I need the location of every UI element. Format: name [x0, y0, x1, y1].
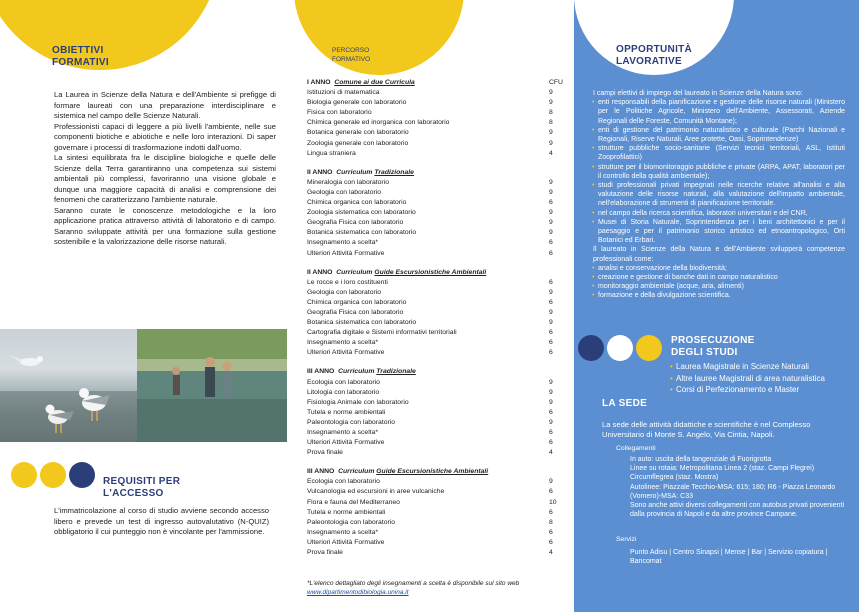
list-item: Sono anche attivi diversi collegamenti con autobus privati provenienti dalla provincia di Napoli e da altre province Campane. [630, 502, 845, 519]
subject-name: Insegnamento a scelta* [307, 528, 379, 536]
requisiti-text: L'immatricolazione al corso di studio avviene secondo accesso libero e prevede un test di ingresso autovalutativo (N-QUIZ) obbligatorio il cui punteggio non è vincolante per l'ammissione. [54, 506, 269, 536]
list-item: • studi professionali privati impegnati nelle ricerche relative all'analisi e alla valutazione delle risorse naturali, alla valutazione dell'impatto ambientale, nell'elaborazione di strumenti di pianificazione territoriale. [593, 181, 845, 209]
subject-cfu: 9 [549, 99, 553, 107]
subject-name: Chimica organica con laboratorio [307, 298, 407, 306]
subject-name: Paleontologia con laboratorio [307, 418, 396, 426]
year-heading [307, 168, 569, 178]
subject-cfu: 9 [549, 178, 553, 186]
subject-row [307, 278, 569, 288]
subject-cfu: 8 [549, 119, 553, 127]
subject-name: Prova finale [307, 449, 343, 457]
subject-name: Geografia Fisica con laboratorio [307, 219, 404, 227]
list-item: • enti di gestione del patrimonio naturalistico e culturale (Parchi Nazionali e Regionali, Riserve Naturali, Aree protette, Oasi, Soprintendenze) [593, 126, 845, 144]
subject-cfu: 6 [549, 408, 553, 416]
obiettivi-title-line2: FORMATIVI [52, 57, 109, 68]
subject-name: Ulteriori Attività Formative [307, 249, 385, 257]
year-heading [307, 268, 569, 278]
subject-cfu: 6 [549, 429, 553, 436]
subject-row [307, 508, 569, 518]
list-item: • Musei di Storia Naturale, Soprintendenza per i beni architettonici e per il paesaggio e per il patrimonio storico artistico ed etnoantropologico, Orti Botanici ed Erbari. [593, 218, 845, 246]
subject-cfu: 10 [549, 498, 557, 506]
list-item: Autolinee: Piazzale Tecchio-MSA: 615; 180; R6 - Piazza Leonardo (Vomero)-MSA: C33 [630, 483, 836, 500]
subject-cfu: 8 [549, 109, 553, 117]
year-heading-text [307, 78, 415, 88]
subject-row [307, 448, 569, 458]
navy-dot [578, 335, 604, 361]
list-item: • Corsi di Perfezionamento e Master [671, 384, 851, 396]
subject-cfu: 9 [549, 229, 553, 237]
subject-name: Chimica generale ed inorganica con laboratorio [307, 119, 450, 127]
subject-cfu: 9 [549, 378, 553, 386]
subject-cfu: 9 [549, 398, 553, 406]
cfu-column-header: CFU [549, 79, 563, 86]
subject-row [307, 249, 569, 259]
subject-name: Zoologia sistematica con laboratorio [307, 209, 416, 217]
subject-cfu: 9 [549, 219, 553, 227]
subject-cfu: 8 [549, 518, 553, 526]
subject-cfu: 9 [549, 139, 553, 147]
decorative-dots [11, 462, 95, 488]
curriculum-name: Tradizionale [376, 368, 416, 376]
year-block [307, 168, 569, 259]
subject-name: Insegnamento a scelta* [307, 239, 379, 247]
year-heading [307, 78, 569, 88]
subject-row [307, 238, 569, 248]
year-heading-text [307, 467, 488, 477]
subject-name: Insegnamento a scelta* [307, 339, 379, 347]
navy-dot [69, 462, 95, 488]
list-item: • Altre lauree Magistrali di area naturalistica [671, 373, 851, 385]
year-label: I ANNO [307, 79, 331, 86]
subject-cfu: 6 [549, 249, 553, 257]
list-item: • creazione e gestione di banche dati in campo naturalistico [593, 273, 845, 282]
opportunita-heading [616, 44, 692, 68]
subject-row [307, 318, 569, 328]
subject-name: Biologia generale con laboratorio [307, 99, 407, 107]
subject-row [307, 408, 569, 418]
subject-name: Ulteriori Attività Formative [307, 349, 385, 357]
year-block [307, 367, 569, 458]
list-item: • analisi e conservazione della biodiversità; [593, 264, 845, 273]
year-heading [307, 467, 569, 477]
subject-cfu: 6 [549, 538, 553, 546]
subject-cfu: 9 [549, 288, 553, 296]
subject-cfu: 6 [549, 298, 553, 306]
year-heading-text [307, 268, 486, 278]
subject-row [307, 108, 569, 118]
subject-row [307, 338, 569, 348]
subject-cfu: 9 [549, 478, 553, 486]
subject-cfu: 6 [549, 329, 553, 337]
subject-cfu: 6 [549, 439, 553, 447]
sede-text: La sede delle attività didattiche e scientifiche è nel Complesso Universitario di Monte S. Angelo, Via Cintia, Napoli. [602, 420, 811, 439]
subject-cfu: 9 [549, 209, 553, 217]
photo-seagulls [0, 329, 137, 442]
list-item: • strutture pubbliche socio-sanitarie (Servizi tecnici territoriali, ASL, Istituti Zooprofilattici) [593, 144, 845, 162]
year-heading [307, 367, 569, 377]
subject-row [307, 528, 569, 538]
subject-name: Cartografia digitale e Sistemi informativi territoriali [307, 329, 457, 337]
list-item: • strutture per il biomonitoraggio pubbliche e private (ARPA, APAT, laboratori per il controllo della qualità ambientale); [593, 163, 845, 181]
subject-row [307, 218, 569, 228]
subject-name: Geologia con laboratorio [307, 188, 382, 196]
subject-name: Geologia con laboratorio [307, 288, 382, 296]
curriculum-label: Curriculum [336, 168, 373, 176]
curriculum-name: Guide Escursionistiche Ambientali [374, 268, 487, 276]
decorative-dots [578, 335, 662, 361]
subject-name: Fisica con laboratorio [307, 109, 372, 117]
note-text: *L'elenco dettagliato degli insegnamenti a scelta è disponibile sul sito web [307, 580, 520, 587]
yellow-dot [636, 335, 662, 361]
subject-name: Ecologia con laboratorio [307, 378, 380, 386]
year-block [307, 467, 569, 558]
prosecuzione-title-line1: PROSECUZIONE [671, 335, 755, 346]
list-item: Linee su rotaia: Metropolitana Linea 2 (staz. Campi Flegrei) Circumflegrea (staz. Mostra) [630, 465, 815, 482]
subject-row [307, 518, 569, 528]
year-block [307, 268, 569, 359]
year-heading-text [307, 168, 414, 178]
percorso-title-line1: PERCORSO [332, 47, 370, 54]
department-website-link[interactable]: www.dipartimentodibiologia.unina.it [307, 589, 409, 596]
subject-name: Fisiologia Animale con laboratorio [307, 398, 409, 406]
subject-row [307, 388, 569, 398]
subject-cfu: 4 [549, 549, 553, 557]
obiettivi-heading [52, 45, 109, 69]
sede-heading: LA SEDE [602, 398, 648, 409]
opportunita-title-line1: OPPORTUNITÀ [616, 44, 693, 55]
cfu-column-spacer [549, 168, 569, 178]
subject-name: Paleontologia con laboratorio [307, 518, 396, 526]
cfu-column-spacer [549, 367, 569, 377]
year-label: II ANNO [307, 268, 333, 276]
year-label: II ANNO [307, 168, 333, 176]
field-work-illustration [137, 329, 287, 442]
decorative-yellow-circle [0, 0, 220, 70]
list-item: • Laurea Magistrale in Scienze Naturali [671, 361, 851, 373]
curriculum-label: Curriculum [336, 268, 373, 276]
subject-name: Botanica sistematica con laboratorio [307, 319, 417, 327]
collegamenti-list [630, 455, 845, 519]
subject-name: Vulcanologia ed escursioni in aree vulcaniche [307, 488, 445, 496]
year-heading-text [307, 367, 416, 377]
subject-name: Mineralogia con laboratorio [307, 178, 389, 186]
subject-row [307, 118, 569, 128]
obiettivi-paragraph: Professionisti capaci di leggere a più livelli l'ambiente, nelle sue componenti biotiche e abiotiche e nelle loro interazioni. Di saper governare i processi di trasformazione indotti dall'uomo. [54, 121, 276, 152]
collegamenti-heading: Collegamenti [616, 445, 656, 452]
obiettivi-paragraph: La sintesi equilibrata fra le discipline biologiche e quelle delle Scienze della Terra garantiranno una competenza sui sistemi ambientali più complessi, favoriranno una visione globale e dunque una maggiore capacità di analisi e comprensione dei fenomeni che caratterizzano l'ambiente naturale. [54, 153, 276, 204]
subject-row [307, 98, 569, 108]
curriculum-name: Guide Escursionistiche Ambientali [376, 468, 489, 476]
subject-cfu: 6 [549, 278, 553, 286]
subject-row [307, 548, 569, 558]
subject-row [307, 498, 569, 508]
subject-cfu: 4 [549, 149, 553, 157]
competenze-intro: Il laureato in Scienze della Natura e dell'Ambiente svilupperà competenze professionali come: [593, 246, 845, 263]
subject-row [307, 477, 569, 487]
subject-row [307, 149, 569, 159]
obiettivi-paragraph: La Laurea in Scienze della Natura e dell'Ambiente si prefigge di formare laureati con una preparazione interdisciplinare e sistemica nel campo delle Scienze Naturali. [54, 90, 276, 120]
subject-row [307, 348, 569, 358]
subject-name: Litologia con laboratorio [307, 388, 380, 396]
subject-name: Lingua straniera [307, 149, 356, 157]
obiettivi-title-line1: OBIETTIVI [52, 45, 104, 56]
subject-name: Tutela e norme ambientali [307, 408, 386, 416]
subject-name: Ulteriori Attività Formative [307, 439, 385, 447]
list-item: • formazione e della divulgazione scientifica. [593, 291, 845, 300]
subject-name: Chimica organica con laboratorio [307, 199, 407, 207]
requisiti-title-line2: L'ACCESSO [103, 488, 164, 499]
curriculum-label: Curriculum [338, 368, 375, 376]
subject-cfu: 6 [549, 339, 553, 347]
subject-row [307, 538, 569, 548]
subject-cfu: 9 [549, 418, 553, 426]
opportunita-text [593, 89, 845, 301]
requisiti-heading [103, 476, 180, 500]
subject-name: Ecologia con laboratorio [307, 478, 380, 486]
list-item: • monitoraggio ambientale (acque, aria, alimenti) [593, 282, 845, 291]
opportunita-title-line2: LAVORATIVE [616, 56, 682, 67]
subject-cfu: 6 [549, 528, 553, 536]
subject-name: Geografia Fisica con laboratorio [307, 308, 404, 316]
subject-name: Botanica sistematica con laboratorio [307, 229, 417, 237]
list-item: • enti responsabili della pianificazione e gestione delle risorse naturali (Ministero per le Politiche Agricole, Ministero dell'Ambiente, Assessorati, Aziende Regionali delle Foreste, Comunità Montane); [593, 98, 845, 126]
subject-row [307, 208, 569, 218]
subject-name: Botanica generale con laboratorio [307, 129, 409, 137]
subject-name: Flora e fauna del Mediterraneo [307, 498, 400, 506]
cfu-column-spacer [549, 268, 569, 278]
yellow-dot [40, 462, 66, 488]
prosecuzione-title-line2: DEGLI STUDI [671, 347, 738, 358]
competenze-list [593, 264, 845, 301]
subject-cfu: 4 [549, 449, 553, 457]
subject-row [307, 139, 569, 149]
list-item: In auto: uscita della tangenziale di Fuorigrotta [630, 456, 772, 463]
subject-cfu: 6 [549, 349, 553, 357]
subject-row [307, 128, 569, 138]
subject-row [307, 418, 569, 428]
subject-name: Insegnamento a scelta* [307, 429, 379, 436]
subject-cfu: 9 [549, 188, 553, 196]
seagulls-illustration [0, 329, 137, 442]
subject-row [307, 398, 569, 408]
curriculum-label: Curriculum [338, 468, 375, 476]
prosecuzione-heading [671, 335, 755, 359]
decorative-yellow-circle [294, 0, 464, 75]
requisiti-title-line1: REQUISITI PER [103, 476, 181, 487]
left-panel [0, 0, 287, 612]
subject-row [307, 288, 569, 298]
subject-row [307, 88, 569, 98]
subject-row [307, 298, 569, 308]
yellow-dot [11, 462, 37, 488]
servizi-text: Punto Adisu | Centro Sinapsi | Mense | Bar | Servizio copiatura | Bancomat [630, 549, 828, 566]
list-item: • nel campo della ricerca scientifica, laboratori universitari e del CNR, [593, 209, 845, 218]
subject-cfu: 6 [549, 508, 553, 516]
subject-name: Prova finale [307, 549, 343, 557]
subject-row [307, 378, 569, 388]
subject-row [307, 198, 569, 208]
subject-name: Le rocce e i loro costituenti [307, 278, 388, 286]
subject-cfu: 9 [549, 388, 553, 396]
subject-cfu: 6 [549, 199, 553, 207]
collegamenti-text [630, 455, 845, 519]
cfu-column-spacer [549, 467, 569, 477]
subject-name: Istituzioni di matematica [307, 89, 380, 97]
white-dot [607, 335, 633, 361]
right-panel [574, 0, 859, 612]
subject-row [307, 308, 569, 318]
subject-row [307, 178, 569, 188]
subject-row [307, 487, 569, 497]
subject-row [307, 188, 569, 198]
opportunita-intro: I campi elettivi di impiego del laureato in Scienze della Natura sono: [593, 90, 803, 97]
year-label: III ANNO [307, 368, 335, 376]
year-block [307, 78, 569, 159]
curriculum-table [307, 78, 569, 558]
subject-row [307, 328, 569, 338]
year-label: III ANNO [307, 468, 335, 476]
subject-cfu: 9 [549, 89, 553, 97]
subject-name: Ulteriori Attività Formative [307, 538, 385, 546]
percorso-title-line2: FORMATIVO [332, 56, 371, 63]
obiettivi-paragraph: Saranno curate le conoscenze metodologiche e la loro applicazione pratica attraverso attività di laboratorio e di campo. Saranno sviluppate attività per una formazione sulla gestione sostenibile e la valorizzazione delle risorse naturali. [54, 205, 276, 246]
subject-cfu: 9 [549, 129, 553, 137]
subject-name: Zoologia generale con laboratorio [307, 139, 409, 147]
electives-note [307, 579, 557, 597]
curriculum-name: Tradizionale [374, 168, 414, 176]
subject-row [307, 438, 569, 448]
percorso-heading [332, 46, 370, 64]
subject-cfu: 9 [549, 308, 553, 316]
photo-field-work [137, 329, 287, 442]
obiettivi-text [54, 90, 276, 248]
subject-cfu: 6 [549, 488, 553, 496]
subject-row [307, 428, 569, 438]
subject-row [307, 228, 569, 238]
subject-cfu: 9 [549, 319, 553, 327]
curriculum-name: Comune ai due Curricula [334, 79, 415, 86]
middle-panel [287, 0, 574, 612]
servizi-heading: Servizi [616, 536, 637, 543]
subject-cfu: 6 [549, 239, 553, 247]
subject-name: Tutela e norme ambientali [307, 508, 386, 516]
prosecuzione-list [671, 361, 851, 396]
opportunita-list [593, 98, 845, 245]
